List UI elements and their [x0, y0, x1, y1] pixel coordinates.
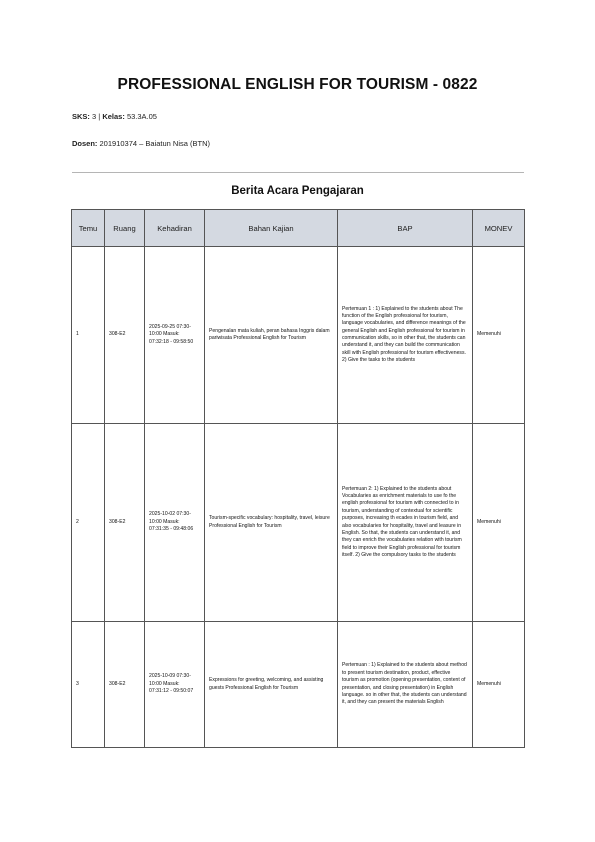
kelas-label: Kelas: — [102, 112, 125, 121]
divider — [72, 172, 524, 173]
table-row — [72, 247, 525, 424]
section-title: Berita Acara Pengajaran — [231, 185, 364, 197]
col-header-ruang: Ruang — [105, 210, 145, 247]
col-header-kehadiran: Kehadiran — [145, 210, 205, 247]
cell-monev: Memenuhi — [473, 247, 525, 424]
meta-separator: | — [98, 112, 101, 121]
cell-kehadiran: 2025-09-25 07:30-10:00 Masuk: 07:32:18 - 09:58:50 — [145, 247, 205, 424]
cell-bahan-kajian: Tourism-specific vocabulary: hospitality, travel, leisure Professional English for Tourism — [205, 424, 338, 622]
sks-label: SKS: — [72, 112, 90, 121]
bap-text: Pertemuan : 1) Explained to the students about method to present tourism destination, product, effective tourism as promotion (opening presentation, content of presentation, and closing presentation) in English language. so in other that, the students can understand it, and they can present the materials English — [342, 662, 467, 706]
cell-temu: 1 — [72, 247, 105, 424]
col-header-bahan-kajian: Bahan Kajian — [205, 210, 338, 247]
col-header-temu: Temu — [72, 210, 105, 247]
cell-monev: Memenuhi — [473, 622, 525, 748]
course-meta — [72, 112, 157, 121]
cell-temu: 2 — [72, 424, 105, 622]
cell-kehadiran: 2025-10-09 07:30-10:00 Masuk: 07:31:12 - 09:50:07 — [145, 622, 205, 748]
cell-bahan-kajian: Expressions for greeting, welcoming, and assisting guests Professional English for Tourism — [205, 622, 338, 748]
cell-ruang: 308-E2 — [105, 424, 145, 622]
cell-ruang: 308-E2 — [105, 622, 145, 748]
table-row — [72, 424, 525, 622]
cell-monev: Memenuhi — [473, 424, 525, 622]
sks-value: 3 — [92, 112, 97, 121]
lecturer-meta — [72, 139, 210, 148]
cell-bap — [338, 622, 473, 748]
dosen-label: Dosen: — [72, 139, 98, 148]
page-title: PROFESSIONAL ENGLISH FOR TOURISM - 0822 — [117, 76, 478, 93]
cell-bap: Pertemuan 2: 1) Explained to the students about Vocabularies as enrichment materials to use fo the english professional for tourism with connected to in tourism, understanding of contextual for scientific purposes, increasing th ecades in tourism field, and also vocabularies for hospitality, travel and leasure in English. So that, the students can understand it, and they can enrich the vocabularies relation with tourism field to improve their English professional for tourism itself. 2) Give the compulsory tasks to the students — [338, 424, 473, 622]
col-header-bap: BAP — [338, 210, 473, 247]
table-row — [72, 622, 525, 748]
teaching-record-table — [71, 209, 525, 748]
cell-ruang: 308-E2 — [105, 247, 145, 424]
table-header-row — [72, 210, 525, 247]
cell-kehadiran: 2025-10-02 07:30-10:00 Masuk: 07:31:35 - 09:48:06 — [145, 424, 205, 622]
cell-temu: 3 — [72, 622, 105, 748]
col-header-monev: MONEV — [473, 210, 525, 247]
kelas-value: 53.3A.05 — [126, 112, 157, 121]
cell-bap: Pertemuan 1 : 1) Explained to the students about The function of the English professional for tourism, language vocabularies, and difference meanings of the general English and English professional for tourism in communication skills, so in other that, the students can understand it, and they can build the communication skill with English professional for tourism effectiveness. 2) Give the tasks to the students — [338, 247, 473, 424]
dosen-value: 201910374 – Baiatun Nisa (BTN) — [99, 139, 210, 148]
cell-bahan-kajian: Pengenalan mata kuliah, peran bahasa Inggris dalam pariwisata Professional English for Tourism — [205, 247, 338, 424]
